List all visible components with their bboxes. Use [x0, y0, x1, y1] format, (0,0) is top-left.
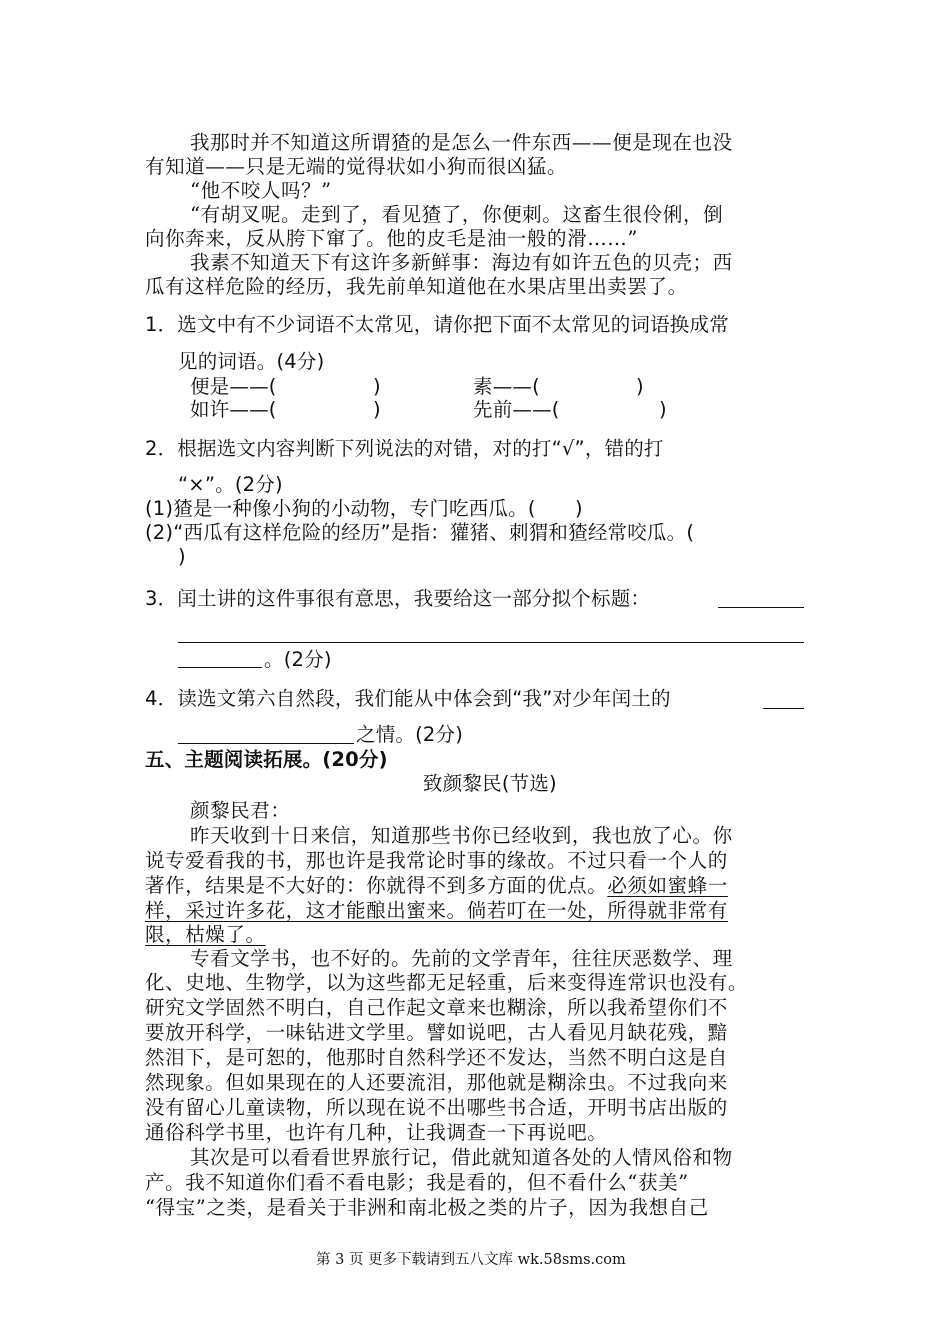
- q1-item-ruxu: 如许——(: [190, 398, 277, 421]
- section-heading: 五、主题阅读拓展。(20分): [145, 748, 388, 771]
- question-1-prompt-cont: 见的词语。(4分): [178, 350, 325, 373]
- passage-line: 有知道——只是无端的觉得状如小狗而很凶猛。: [145, 155, 568, 178]
- letter-title: [423, 772, 557, 796]
- page-footer: 第 3 页 更多下载请到五八文库 wk.58sms.com: [316, 1252, 626, 1268]
- letter-line: [145, 874, 728, 898]
- q1-item-close: ): [659, 398, 667, 421]
- q1-item-bianshi: 便是——(: [190, 375, 277, 398]
- q1-item-su: 素——(: [473, 375, 540, 398]
- letter-salutation: 颜黎民君：: [190, 799, 291, 822]
- question-1-prompt: 1．选文中有不少词语不太常见，请你把下面不太常见的词语换成常: [145, 313, 729, 336]
- q4-ending: 之情。(2分): [356, 723, 464, 746]
- passage-line: 我素不知道天下有这许多新鲜事：海边有如许五色的贝壳；西: [190, 251, 733, 274]
- letter-line: “得宝”之类，是看关于非洲和南北极之类的片子，因为我想自己: [145, 1196, 709, 1219]
- q2-statement-1: (1)猹是一种像小狗的小动物，专门吃西瓜。( ): [145, 497, 583, 520]
- letter-line: 昨天收到十日来信，知道那些书你已经收到，我也放了心。你: [190, 824, 733, 847]
- passage-line: 我那时并不知道这所谓猹的是怎么一件东西——便是现在也没: [190, 131, 733, 154]
- question-4-prompt: 4．读选文第六自然段，我们能从中体会到“我”对少年闰土的: [145, 687, 671, 710]
- passage-line: 瓜有这样危险的经历，我先前单知道他在水果店里出卖罢了。: [145, 275, 688, 298]
- underlined-sentence: 样，采过许多花，这才能酿出蜜来。倘若叮在一处，所得就非常有: [145, 899, 728, 922]
- letter-line: 然现象。但如果现在的人还要流泪，那他就是糊涂虫。不过我向来: [145, 1071, 728, 1094]
- q1-item-xianqian: 先前——(: [473, 398, 560, 421]
- question-2-prompt-cont: “×”。(2分): [178, 473, 283, 496]
- letter-line: 没有留心儿童读物，所以现在说不出哪些书合适，开明书店出版的: [145, 1096, 728, 1119]
- q1-item-close: ): [373, 398, 381, 421]
- letter-line: 化、史地、生物学，以为这些都无足轻重，后来变得连常识也没有。: [145, 971, 749, 994]
- letter-line: 要放开科学，一味钻进文学里。譬如说吧，古人看见月缺花残，黯: [145, 1021, 728, 1044]
- passage-line: 向你奔来，反从胯下窜了。他的皮毛是油一般的滑……”: [145, 227, 638, 250]
- question-2-prompt: 2．根据选文内容判断下列说法的对错，对的打“√”，错的打: [145, 437, 664, 460]
- letter-line: 其次是可以看看世界旅行记，借此就知道各处的人情风俗和物: [190, 1146, 733, 1169]
- letter-title-note: (节选): [501, 772, 557, 795]
- letter-line: 通俗科学书里，也许有几种，让我调查一下再说吧。: [145, 1121, 608, 1144]
- question-3-prompt: 3．闰土讲的这件事很有意思，我要给这一部分拟个标题：: [145, 587, 651, 610]
- letter-title-text: 致颜黎民: [423, 772, 502, 795]
- letter-line: 研究文学固然不明白，自己作起文章来也糊涂，所以我希望你们不: [145, 996, 728, 1019]
- letter-line: 然泪下，是可恕的，他那时自然科学还不发达，当然不明白这是自: [145, 1046, 728, 1069]
- passage-line: “有胡叉呢。走到了，看见猹了，你便刺。这畜生很伶俐，倒: [190, 203, 724, 226]
- underlined-sentence: 必须如蜜蜂一: [607, 874, 728, 897]
- q2-statement-2: (2)“西瓜有这样危险的经历”是指：獾猪、刺猬和猹经常咬瓜。(: [145, 521, 695, 544]
- letter-line: 说专爱看我的书，那也许是我常论时事的缘故。不过只看一个人的: [145, 849, 728, 872]
- q2-statement-2-close: ): [178, 545, 186, 568]
- letter-line: 专看文学书，也不好的。先前的文学青年，往往厌恶数学、理: [190, 947, 733, 970]
- q3-answer-blank[interactable]: [178, 667, 262, 668]
- letter-text: 著作，结果是不大好的：你就得不到多方面的优点。: [145, 874, 608, 897]
- q4-answer-blank[interactable]: [178, 743, 354, 744]
- q3-ending: 。(2分): [264, 648, 332, 671]
- q3-answer-blank[interactable]: [178, 642, 804, 643]
- q1-item-close: ): [636, 375, 644, 398]
- q1-item-close: ): [373, 375, 381, 398]
- q4-answer-blank[interactable]: [763, 708, 804, 709]
- passage-line: “他不咬人吗？”: [190, 179, 332, 202]
- underlined-sentence: 限，枯燥了。: [145, 923, 266, 946]
- letter-line: 产。我不知道你们看不看电影；我是看的，但不看什么“获美”: [145, 1171, 689, 1194]
- q3-answer-blank[interactable]: [718, 607, 804, 608]
